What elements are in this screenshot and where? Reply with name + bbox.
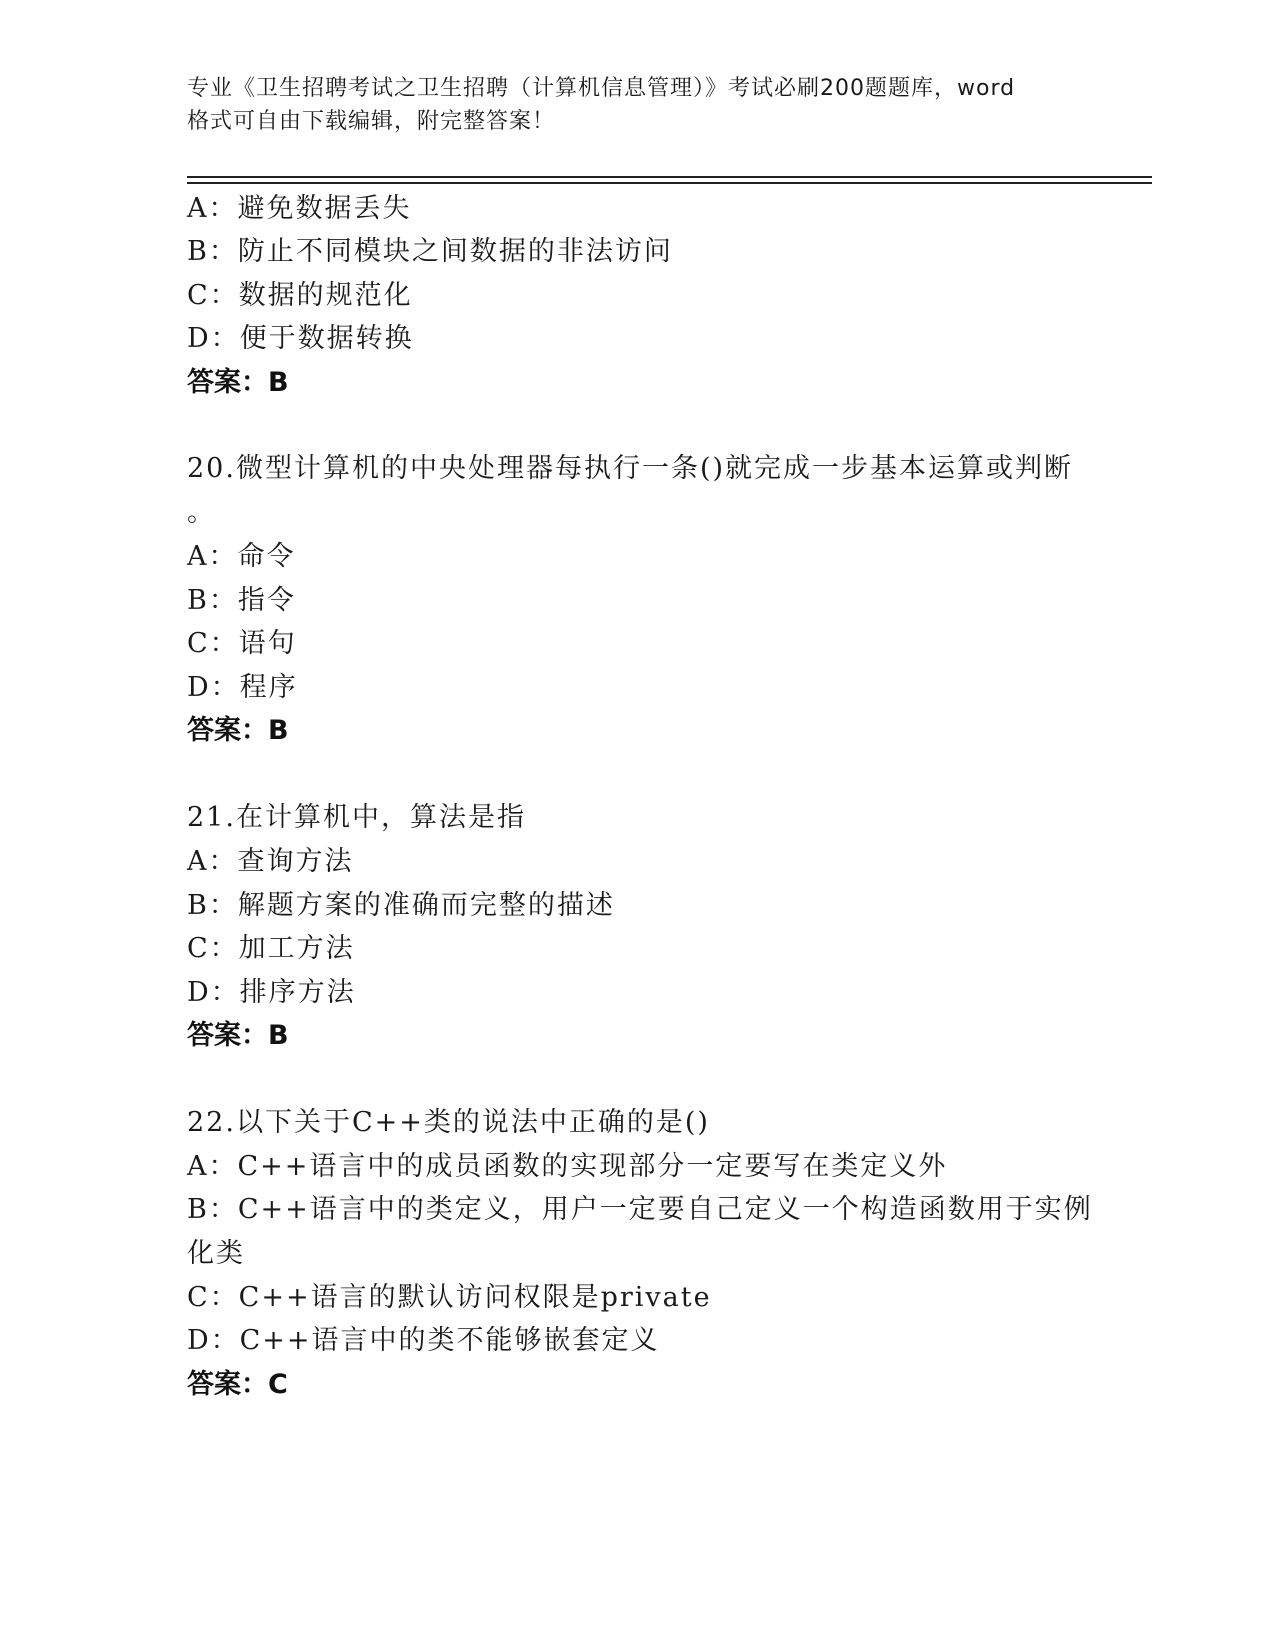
q21-option-a: A：查询方法 (187, 846, 354, 877)
q20-answer: 答案：B (187, 715, 289, 746)
q19-option-c: C：数据的规范化 (187, 280, 413, 311)
q21-option-d: D：排序方法 (187, 977, 356, 1008)
q20-option-d: D：程序 (187, 672, 298, 703)
header-divider-top (187, 176, 1152, 178)
q20-stem-continued: 。 (187, 497, 216, 528)
q20-option-c: C：语句 (187, 628, 297, 659)
q19-answer: 答案：B (187, 367, 289, 398)
q22-answer: 答案：C (187, 1369, 288, 1400)
q22-option-b-continued: 化类 (187, 1238, 245, 1269)
q20-stem: 20.微型计算机的中央处理器每执行一条()就完成一步基本运算或判断 (187, 453, 1074, 484)
header-line-2: 格式可自由下载编辑，附完整答案！ (187, 109, 556, 134)
q22-option-d: D：C++语言中的类不能够嵌套定义 (187, 1325, 660, 1356)
q19-option-d: D：便于数据转换 (187, 323, 414, 354)
q22-option-a: A：C++语言中的成员函数的实现部分一定要写在类定义外 (187, 1151, 948, 1182)
q22-stem: 22.以下关于C++类的说法中正确的是() (187, 1107, 710, 1138)
q19-option-b: B：防止不同模块之间数据的非法访问 (187, 236, 673, 267)
q21-option-b: B：解题方案的准确而完整的描述 (187, 890, 615, 921)
q22-option-c: C：C++语言的默认访问权限是private (187, 1282, 712, 1313)
header-divider-bottom (187, 182, 1152, 184)
q21-option-c: C：加工方法 (187, 933, 355, 964)
q22-option-b: B：C++语言中的类定义，用户一定要自己定义一个构造函数用于实例 (187, 1194, 1093, 1225)
q20-option-b: B：指令 (187, 585, 296, 616)
q20-option-a: A：命令 (187, 541, 296, 572)
q21-answer: 答案：B (187, 1020, 289, 1051)
document-header (187, 72, 1087, 138)
q21-stem: 21.在计算机中，算法是指 (187, 802, 526, 833)
q19-option-a: A：避免数据丢失 (187, 193, 412, 224)
header-line-1: 专业《卫生招聘考试之卫生招聘（计算机信息管理）》考试必刷200题题库，word (187, 76, 1016, 101)
